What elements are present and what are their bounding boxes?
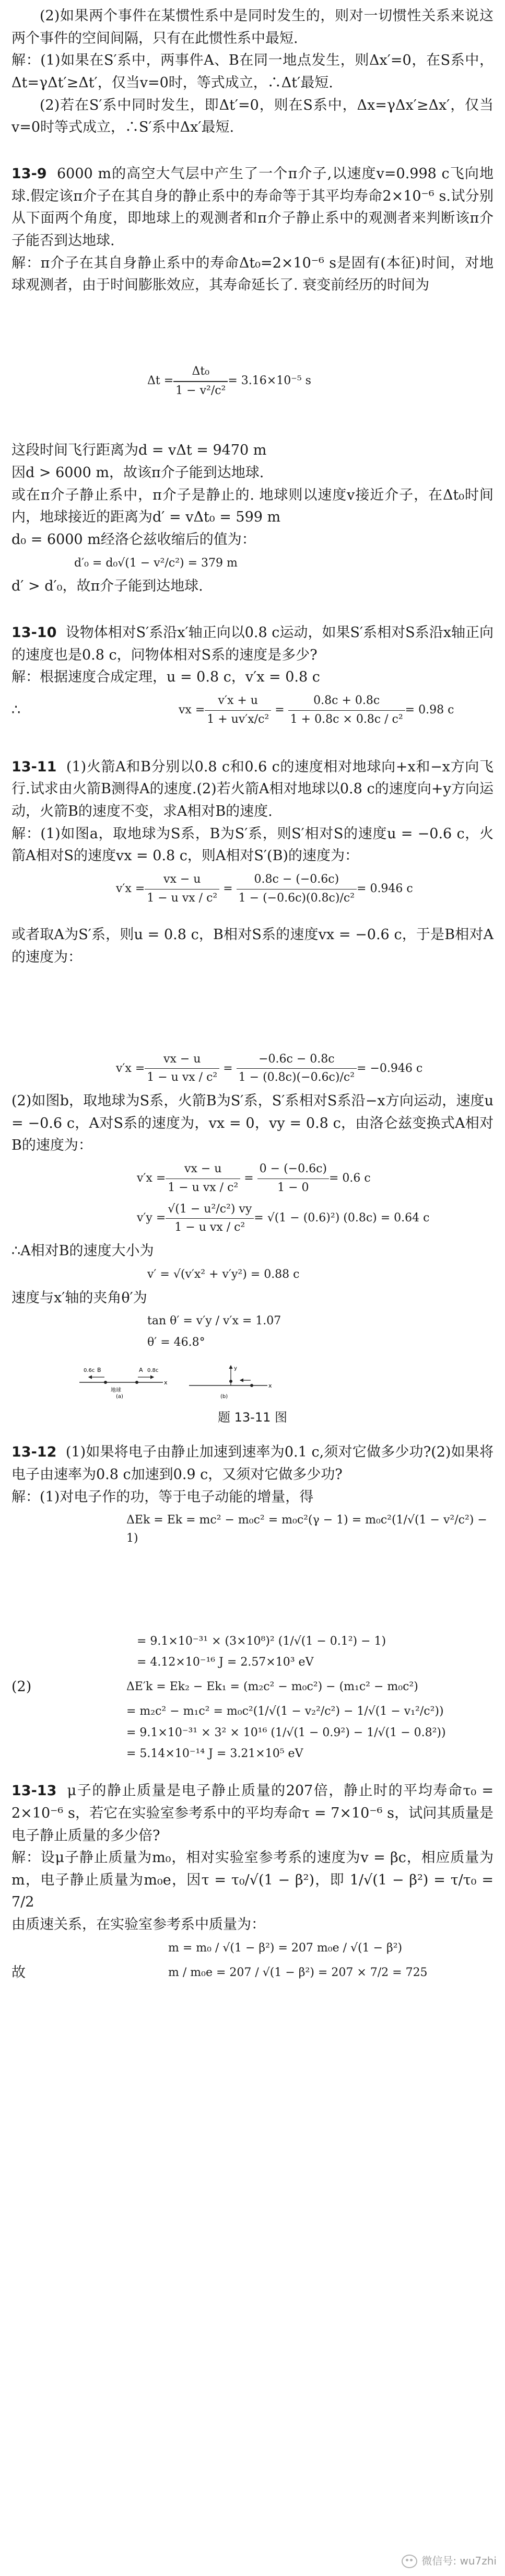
formula-numerator: 0.8c + 0.8c (288, 692, 405, 711)
problem-13-9 (11, 163, 494, 252)
formula-1311-1: v′x = $\frac{vx - u}{\text{1 − u vx / c²}}$ = $\frac{0.8c - (-0.6c)}{\text{1 − (−0.6c)(0.8c)/c²}}$ = 0.946 c (116, 871, 494, 908)
figure-panel-a (79, 1367, 168, 1399)
formula-lhs: Δt = (147, 374, 174, 388)
text-line: ∴A相对B的速度大小为 (11, 1243, 154, 1260)
gu-label: 故 (11, 1964, 26, 1981)
problem-text: (1)如果将电子由静止加速到速率为0.1 c,须对它做多少功?(2)如果将电子由速率为0.8 c加速到0.9 c，又须对它做多少功? (11, 1444, 494, 1483)
watermark (402, 2553, 497, 2570)
rocket-b-dot (104, 1381, 107, 1384)
formula-denominator: 1 − u vx / c² (147, 891, 218, 905)
formula-rhs: = 3.16×10⁻⁵ s (228, 374, 311, 388)
formula-1312-7: = 5.14×10⁻¹⁴ J = 3.21×10⁵ eV (126, 1747, 303, 1761)
formula-rhs: = 0.946 c (357, 882, 413, 895)
formula-denominator: 1 + 0.8c × 0.8c / c² (290, 712, 403, 726)
part2-label: (2) (11, 1679, 32, 1695)
problem-part2-statement: (2)如果两个事件在某惯性系中是同时发生的，则对一切惯性关系来说这两个事件的空间间隔，只有在此惯性系中最短. (11, 8, 494, 47)
formula-1311-3: v′x = $\frac{vx - u}{\text{1 − u vx / c²}}$ = $\frac{0 - (-0.6c)}{1 - 0}$ = 0.6 c (137, 1160, 494, 1197)
rocket-a-dot (135, 1381, 138, 1384)
watermark-text: 微信号: wu7zhi (421, 2555, 497, 2568)
figure-13-11 (74, 1362, 273, 1399)
formula-numerator: 0 − (−0.6c) (257, 1160, 329, 1179)
formula-fraction (166, 1200, 254, 1238)
label-panel-a: (a) (116, 1393, 123, 1399)
text-line: d′ > d′₀，故π介子能到达地球. (11, 578, 203, 595)
formula-numerator: Δt₀ (173, 363, 228, 382)
problem-13-12 (11, 1441, 494, 1486)
formula-fraction (237, 871, 357, 908)
formula-denominator: 1 + uv′x/c² (207, 712, 269, 726)
label-a: A (139, 1366, 143, 1373)
formula-lhs: v′x = (137, 1171, 166, 1185)
formula-numerator: v′x + u (205, 692, 271, 711)
problem-number: 13-13 (11, 1783, 57, 1799)
text-line: 速度与x′轴的夹角θ′为 (11, 1289, 147, 1306)
formula-numerator: 0.8c − (−0.6c) (237, 871, 357, 890)
formula-lhs: v′x = (116, 882, 145, 895)
formula-numerator: vx − u (145, 871, 219, 890)
solution-part2: (2)若在S′系中同时发生，即Δt′=0，则在S系中，Δx=γΔx′≥Δx′，仅当v=0时等式成立，∴S′系中Δx′最短. (11, 97, 494, 136)
formula-1312-1: ΔEk = Ek = mc² − m₀c² = m₀c²(γ − 1) = m₀c²(1/√(1 − v²/c²) − 1) (126, 1514, 487, 1545)
text-line: 由质速关系，在实验室参考系中质量为： (11, 1916, 265, 1933)
problem-text: 设物体相对S′系沿x′轴正向以0.8 c运动，如果S′系相对S系沿x轴正向的速度也是0.8 c，问物体相对S系的速度是多少? (11, 625, 494, 663)
text-line: 这段时间飞行距离为d = vΔt = 9470 m (11, 442, 267, 459)
rocket-a-dot (229, 1380, 232, 1383)
formula-fraction (257, 1160, 329, 1197)
text-line: 或在π介子静止系中，π介子是静止的. 地球则以速度v接近介子，在Δt₀时间内，地球接近的距离为d′ = vΔt₀ = 599 m (11, 487, 494, 526)
problem-text: 6000 m的高空大气层中产生了一个π介子,以速度v=0.998 c飞向地球.假定该π介子在其自身的静止系中的寿命等于其平均寿命2×10⁻⁶ s.试分别从下面两个角度，即地球上的观测者和π介子静止系中的观测者来判断该π介子能否到达地球. (11, 165, 494, 249)
formula-denominator: 1 − u vx / c² (174, 1221, 245, 1234)
text-line: 解：(1)如图a，取地球为S系，B为S′系，则S′相对S的速度u = −0.6 c，火箭A相对S的速度vx = 0.8 c，则A相对S′(B)的速度为： (11, 825, 494, 864)
formula-fraction (145, 871, 219, 908)
formula-1312-2: = 9.1×10⁻³¹ × (3×10⁸)² (1/√(1 − 0.1²) − 1) (137, 1634, 386, 1648)
formula-denominator: 1 − v²/c² (173, 382, 228, 400)
problem-13-10 (11, 622, 494, 666)
formula-1312-4: ΔE′k = Ek₂ − Ek₁ = (m₂c² − m₀c²) − (m₁c² − m₀c²) (126, 1680, 418, 1694)
problem-13-12-solution: 解：(1)对电子作的功，等于电子动能的增量，得 (11, 1488, 314, 1505)
problem-number: 13-10 (11, 625, 57, 641)
text-line: (2)如图b，取地球为S系，火箭B为S′系，S′系相对S系沿−x方向运动，速度u = −0.6 c，A对S系的速度为，vx = 0，vy = 0.8 c，由洛仑兹变换式A相对B的速度为： (11, 1093, 494, 1154)
rocket-b-dot (250, 1384, 253, 1387)
formula-1311-2: v′x = $\frac{vx - u}{\text{1 − u vx / c²}}$ = $\frac{-0.6c - 0.8c}{\text{1 − (0.8c)(−0.6c)/c²}}$ = −0.946 c (116, 1050, 494, 1088)
label-panel-b: (b) (220, 1393, 228, 1399)
problem-text: μ子的静止质量是电子静止质量的207倍，静止时的平均寿命τ₀ = 2×10⁻⁶ s，若它在实验室参考系中的平均寿命τ = 7×10⁻⁶ s，试问其质量是电子静止质量的多少倍? (11, 1783, 494, 1844)
wechat-icon (402, 2555, 417, 2568)
formula-numerator: vx − u (166, 1160, 240, 1179)
problem-number: 13-11 (11, 758, 57, 775)
label-earth: 地球 (111, 1387, 121, 1393)
formula-rhs: = 0.98 c (405, 703, 454, 717)
problem-13-13-solution: 解：设μ子静止质量为m₀，相对实验室参考系的速度为v = βc，相应质量为m，电子静止质量为m₀e，因τ = τ₀/√(1 − β²)，即 1/√(1 − β²) = τ/τ₀ = 7/2 (11, 1850, 494, 1911)
formula-lhs: v′y = (137, 1211, 166, 1225)
problem-13-11 (11, 756, 494, 823)
figure-panel-b (189, 1366, 272, 1399)
formula-numerator: vx − u (145, 1050, 219, 1069)
problem-number: 13-12 (11, 1444, 57, 1461)
formula-fraction (237, 1050, 357, 1088)
problem-13-13 (11, 1780, 494, 1847)
formula-fraction (205, 692, 271, 729)
formula-fraction (173, 363, 228, 400)
formula-1313-final (11, 1961, 494, 1985)
problem-13-9-solution: 解：π介子在其自身静止系中的寿命Δt₀=2×10⁻⁶ s是固有(本征)时间，对地球观测者，由于时间膨胀效应，其寿命延长了. 衰变前经历的时间为 (11, 255, 494, 294)
formula-fraction (166, 1160, 240, 1197)
text-line: 因d > 6000 m，故该π介子能到达地球. (11, 465, 264, 481)
formula-denominator: 1 − (−0.6c)(0.8c)/c² (238, 891, 355, 905)
therefore-symbol: ∴ (11, 701, 21, 718)
formula-1312-3: = 4.12×10⁻¹⁶ J = 2.57×10³ eV (137, 1656, 314, 1669)
formula-time-dilation (147, 363, 494, 400)
formula-1313-2: m / m₀e = 207 / √(1 − β²) = 207 × 7/2 = 725 (168, 1966, 428, 1979)
text-line: 或者取A为S′系，则u = 0.8 c，B相对S系的速度vx = −0.6 c，于是B相对A的速度为： (11, 927, 494, 965)
formula-1311-4 (137, 1200, 494, 1238)
formula-1311-7: θ′ = 46.8° (147, 1335, 205, 1349)
formula-lhs: vx = (179, 703, 205, 717)
formula-denominator: 1 − u vx / c² (168, 1181, 239, 1194)
problem-number: 13-9 (11, 165, 47, 182)
label-v1: 0.6c (84, 1367, 95, 1373)
formula-1311-5: v′ = √(v′x² + v′y²) = 0.88 c (147, 1267, 300, 1281)
label-y: y (234, 1365, 237, 1371)
formula-1312-5: = m₂c² − m₁c² = m₀c²(1/√(1 − v₂²/c²) − 1/√(1 − v₁²/c²)) (126, 1704, 444, 1718)
formula-contraction: d′₀ = d₀√(1 − v²/c²) = 379 m (74, 556, 238, 570)
formula-velocity-addition: ∴ vx = $\frac{v'x + u}{\text{1 + uv′x/c²}}$ = $\frac{0.8c + 0.8c}{\text{1 + 0.8c × 0.8c / c²}}$ = 0.98 c (11, 689, 494, 732)
formula-fraction (288, 692, 405, 729)
formula-numerator: −0.6c − 0.8c (237, 1050, 357, 1069)
formula-1311-6: tan θ′ = v′y / v′x = 1.07 (147, 1314, 281, 1328)
label-b: B (97, 1366, 101, 1373)
formula-numerator: √(1 − u²/c²) vy (166, 1200, 254, 1219)
formula-denominator: 1 − (0.8c)(−0.6c)/c² (238, 1071, 355, 1084)
formula-denominator: 1 − u vx / c² (147, 1071, 218, 1084)
figure-caption: 题 13-11 图 (218, 1410, 287, 1425)
label-x: x (164, 1379, 168, 1386)
formula-rhs: = 0.6 c (328, 1171, 371, 1185)
formula-1312-part2 (11, 1675, 494, 1700)
formula-fraction (145, 1050, 219, 1088)
solution-part1: 解：(1)如果在S′系中，两事件A、B在同一地点发生，则Δx′=0，在S系中，Δt=γΔt′≥Δt′，仅当v=0时，等式成立，∴Δt′最短. (11, 52, 494, 91)
formula-1312-6: = 9.1×10⁻³¹ × 3² × 10¹⁶ (1/√(1 − 0.9²) − 1/√(1 − 0.8²)) (126, 1726, 446, 1739)
problem-text: (1)火箭A和B分别以0.8 c和0.6 c的速度相对地球向+x和−x方向飞行.试求由火箭B测得A的速度.(2)若火箭A相对地球以0.8 c的速度向+y方向运动，火箭B的速度不变，求A相对B的速度. (11, 758, 494, 819)
text-line: d₀ = 6000 m经洛仑兹收缩后的值为： (11, 532, 256, 548)
formula-rhs: = √(1 − (0.6)²) (0.8c) = 0.64 c (254, 1211, 430, 1225)
formula-1313-1: m = m₀ / √(1 − β²) = 207 m₀e / √(1 − β²) (168, 1941, 403, 1955)
formula-lhs: v′x = (116, 1061, 145, 1075)
formula-denominator: 1 − 0 (277, 1181, 309, 1194)
label-x: x (268, 1382, 272, 1389)
problem-13-10-solution: 解：根据速度合成定理，u = 0.8 c，v′x = 0.8 c (11, 669, 320, 686)
formula-rhs: = −0.946 c (357, 1061, 423, 1075)
label-v2: 0.8c (147, 1367, 159, 1373)
